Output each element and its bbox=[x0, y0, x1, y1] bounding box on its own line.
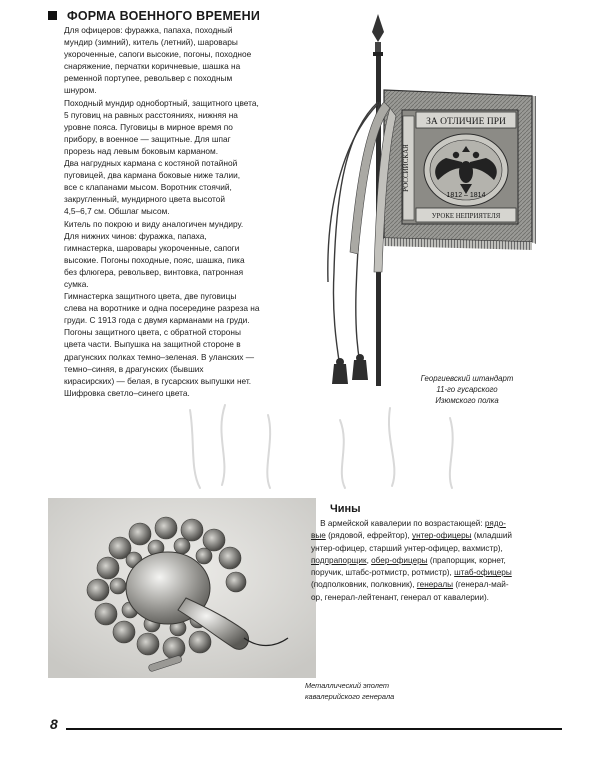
banner-years: 1812 – 1814 bbox=[446, 192, 486, 199]
ranks-text-fragment: (рядовой, ефрейтор), bbox=[325, 531, 412, 541]
section-heading bbox=[48, 9, 308, 23]
text-line: Для офицеров: фуражка, папаха, походный bbox=[64, 25, 233, 35]
text-line: Гимнастерка защитного цвета, две пуговицы bbox=[64, 291, 237, 302]
text-line: Для нижних чинов: фуражка, папаха, bbox=[64, 230, 207, 241]
ranks-term: генералы bbox=[416, 580, 454, 590]
text-line: гимнастерка, шаровары укороченные, сапоги bbox=[64, 242, 240, 253]
text-line: уровне пояса. Пуговицы в мирное время по bbox=[64, 121, 233, 132]
main-text bbox=[64, 24, 304, 399]
text-line: снаряжение, перчатки коричневые, шашка на bbox=[64, 61, 241, 72]
text-line: 4,5–6,7 см. Обшлаг мысом. bbox=[64, 206, 170, 217]
text-line: слева на воротнике и одна посередине разреза на bbox=[64, 303, 260, 314]
ranks-line: ор, генерал-лейтенант, генерал от кавалерии). bbox=[311, 592, 489, 602]
text-line: без флюгера, револьвер, винтовка, патронная bbox=[64, 266, 244, 277]
epaulette-caption-line: Металлический эполет bbox=[305, 681, 390, 690]
text-line: укороченные, сапоги высокие, погоны, походное bbox=[64, 49, 252, 60]
ranks-line bbox=[311, 518, 541, 530]
text-line: мундир (зимний), китель (летний), шаровары bbox=[64, 37, 238, 48]
ranks-text-fragment: (младший bbox=[471, 531, 513, 541]
text-line: цвета части. Выпушка на защитной стороне в bbox=[64, 339, 241, 350]
text-line: прорезь над левым боковым карманом. bbox=[64, 145, 219, 156]
banner-caption-line: Изюмского полка bbox=[435, 396, 499, 405]
ranks-text-fragment: (прапорщик, корнет, bbox=[427, 555, 506, 565]
standard-banner-illustration bbox=[306, 12, 538, 392]
text-line: темно–синяя, в драгунских (бывших bbox=[64, 363, 204, 374]
epaulette-caption bbox=[305, 680, 430, 702]
text-line: груди. С 1913 года с двумя карманами на груди. bbox=[64, 315, 250, 326]
text-line: Китель по покрою и виду аналогичен мундиру. bbox=[64, 218, 244, 229]
ranks-line bbox=[311, 555, 541, 567]
page-number: 8 bbox=[50, 716, 58, 732]
text-line: Погоны защитного цвета, с обратной стороны bbox=[64, 327, 241, 338]
banner-bottom-text: УРОКЕ НЕПРИЯТЕЛЯ bbox=[431, 213, 501, 220]
banner-side-text: РОССИЙСКАЯ bbox=[402, 144, 410, 192]
epaulette-caption-line: кавалерийского генерала bbox=[305, 692, 395, 701]
text-line: Походный мундир однобортный, защитного цвета, bbox=[64, 97, 259, 108]
epaulette-photo bbox=[48, 498, 316, 678]
ranks-line bbox=[311, 530, 541, 542]
ranks-text-fragment: (подполковник, полковник), bbox=[311, 580, 417, 590]
text-line: ременной портупее, револьвер с походным bbox=[64, 73, 233, 84]
ranks-line bbox=[311, 579, 541, 591]
banner-tassels bbox=[332, 354, 368, 384]
banner-motto: ЗА ОТЛИЧИЕ ПРИ bbox=[426, 117, 506, 127]
banner-caption bbox=[392, 373, 542, 406]
epaulette-illustration bbox=[48, 498, 316, 678]
ranks-line bbox=[311, 567, 541, 579]
ranks-text bbox=[311, 518, 541, 604]
ranks-term: унтер-офицеры bbox=[411, 531, 472, 541]
text-line: прибору, в военное — защитные. Для шпаг bbox=[64, 133, 231, 144]
text-line: шнуром. bbox=[64, 85, 97, 96]
ranks-text-fragment: (генерал-май- bbox=[453, 580, 509, 590]
ranks-term: рядо- bbox=[484, 519, 506, 528]
ranks-term: подпрапорщик bbox=[311, 555, 367, 565]
ranks-line: унтер-офицер, старший унтер-офицер, вахмистр), bbox=[311, 543, 503, 553]
text-line: пуговицей, два кармана боковые ниже талии, bbox=[64, 170, 241, 181]
text-line: высокие. Погоны походные, пояс, шашка, пика bbox=[64, 254, 245, 265]
pole-finial bbox=[372, 14, 384, 56]
text-line: все с клапанами мысом. Воротник стоячий, bbox=[64, 182, 232, 193]
heading-bullet-square bbox=[48, 11, 57, 20]
heading-text: ФОРМА ВОЕННОГО ВРЕМЕНИ bbox=[67, 9, 261, 23]
banner-caption-line: Георгиевский штандарт bbox=[420, 374, 514, 383]
ranks-term: обер-офицеры bbox=[371, 555, 428, 565]
text-line: Шифровка светло–синего цвета. bbox=[64, 387, 190, 398]
text-line: сумка. bbox=[64, 278, 89, 289]
text-line: кирасирских) — белая, в гусарских выпушки нет. bbox=[64, 375, 252, 386]
ranks-text-fragment: В армейской кавалерии по возрастающей: bbox=[320, 519, 485, 528]
banner-caption-line: 11-го гусарского bbox=[436, 385, 498, 394]
bottom-rule bbox=[66, 728, 562, 730]
text-line: закругленный, мундирного цвета высотой bbox=[64, 194, 225, 205]
ranks-term: вые bbox=[311, 531, 326, 541]
text-line: Два нагрудных кармана с костяной потайной bbox=[64, 158, 238, 169]
ranks-text-fragment: , bbox=[366, 555, 372, 565]
ranks-text-fragment: поручик, штабс-ротмистр, ротмистр), bbox=[311, 568, 455, 578]
background-ghost-strokes bbox=[40, 400, 580, 490]
ranks-term: штаб-офицеры bbox=[454, 568, 512, 578]
text-line: 5 пуговиц на равных расстояниях, нижняя на bbox=[64, 109, 238, 120]
ranks-heading: Чины bbox=[330, 503, 361, 515]
text-line: драгунских полках темно–зеленая. В уланских — bbox=[64, 351, 254, 362]
